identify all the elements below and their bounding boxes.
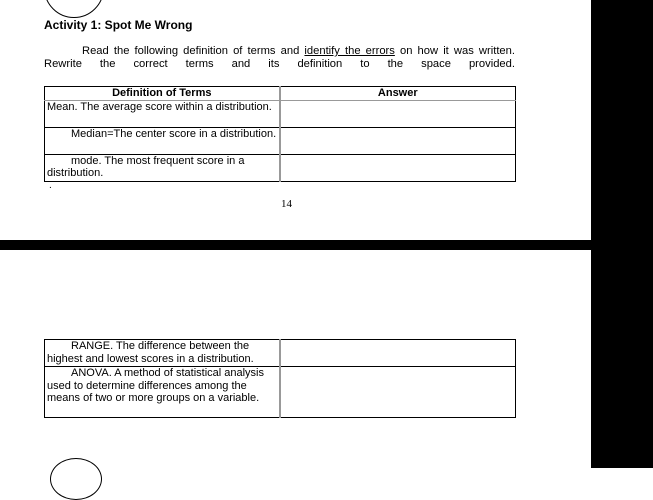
definition-text: RANGE. The difference between the highest and lowest scores in a distribution. xyxy=(47,340,254,365)
instruction-text: Read the following definition of terms and xyxy=(82,45,305,57)
definition-cell: Mean. The average score within a distribution. xyxy=(45,100,280,127)
header-definition: Definition of Terms xyxy=(45,87,280,101)
right-margin-bar xyxy=(591,0,653,468)
instructions xyxy=(44,45,515,71)
header-answer: Answer xyxy=(280,87,516,101)
answer-cell[interactable] xyxy=(280,340,516,367)
page-separator xyxy=(0,240,591,250)
instruction-text-end: on how it was written. Rewrite the correct terms and its definition to the space provided. xyxy=(44,45,515,70)
answer-cell[interactable] xyxy=(280,100,516,127)
definitions-table-page2 xyxy=(44,339,516,418)
answer-cell[interactable] xyxy=(280,367,516,418)
definition-text: ANOVA. A method of statistical analysis used to determine differences among the means of two or more groups on a variable. xyxy=(47,367,264,404)
answer-cell[interactable] xyxy=(280,154,516,181)
activity-title: Activity 1: Spot Me Wrong xyxy=(44,18,193,32)
definition-text: Median=The center score in a distribution. xyxy=(71,127,277,140)
definition-cell xyxy=(45,127,280,154)
definition-text: mode. The most frequent score in a distribution. xyxy=(47,154,245,179)
logo-icon xyxy=(44,0,104,18)
page-number: 14 xyxy=(281,198,292,210)
instruction-emphasis: identify the errors xyxy=(304,45,395,57)
definition-cell xyxy=(45,154,280,181)
definition-cell xyxy=(45,340,280,367)
logo-icon xyxy=(50,458,102,500)
definitions-table-page1 xyxy=(44,86,516,182)
definition-cell xyxy=(45,367,280,418)
bullet-mark: . xyxy=(49,180,52,191)
answer-cell[interactable] xyxy=(280,127,516,154)
